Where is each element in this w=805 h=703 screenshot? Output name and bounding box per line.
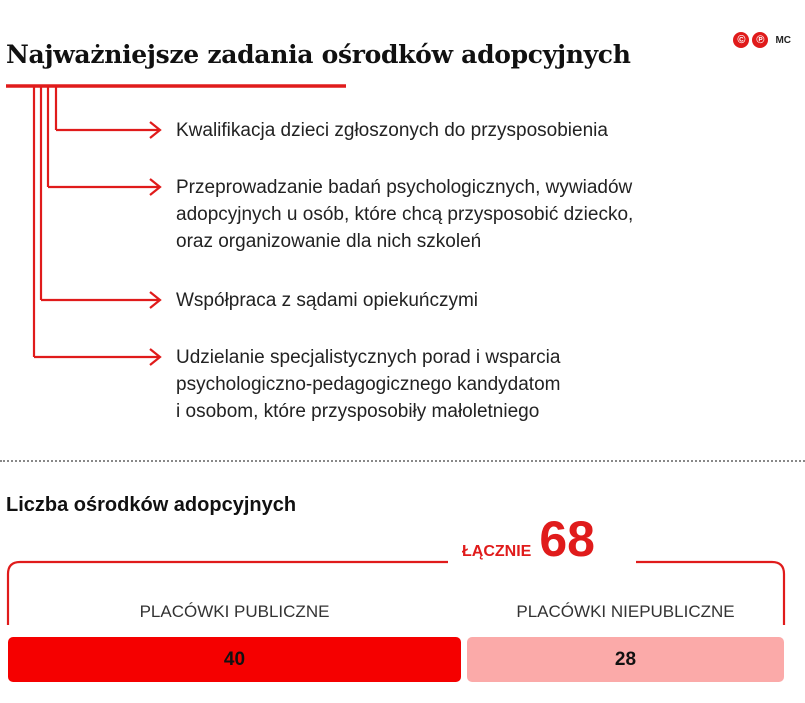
total-block [462, 511, 595, 567]
task-line: Współpraca z sądami opiekuńczymi [176, 290, 479, 311]
task-line: psychologiczno-pedagogicznego kandydatom [176, 374, 561, 395]
task-line: Udzielanie specjalistycznych porad i wsparcia [176, 347, 561, 368]
bar-non-public [467, 637, 784, 682]
bar-value-label: 40 [223, 648, 246, 670]
page-title: Najważniejsze zadania ośrodków adopcyjnych [6, 40, 631, 69]
category-label: PLACÓWKI PUBLICZNE [139, 602, 330, 621]
chart-title: Liczba ośrodków adopcyjnych [6, 494, 297, 516]
phonogram-icon: ℗ [752, 32, 768, 48]
author-initials: MC [775, 34, 791, 46]
task-line: i osobom, które przysposobiły małoletniego [176, 401, 540, 422]
copyright-icon: © [733, 32, 749, 48]
bar-public [8, 637, 461, 682]
total-label: ŁĄCZNIE [462, 543, 532, 560]
category-label: PLACÓWKI NIEPUBLICZNE [516, 602, 735, 621]
task-line: Kwalifikacja dzieci zgłoszonych do przysposobienia [176, 120, 608, 141]
task-line: oraz organizowanie dla nich szkoleń [176, 231, 482, 252]
total-value: 68 [539, 511, 595, 567]
task-line: Przeprowadzanie badań psychologicznych, wywiadów [176, 177, 633, 198]
task-line: adopcyjnych u osób, które chcą przysposobić dziecko, [176, 204, 634, 225]
bar-value-label: 28 [614, 648, 637, 670]
